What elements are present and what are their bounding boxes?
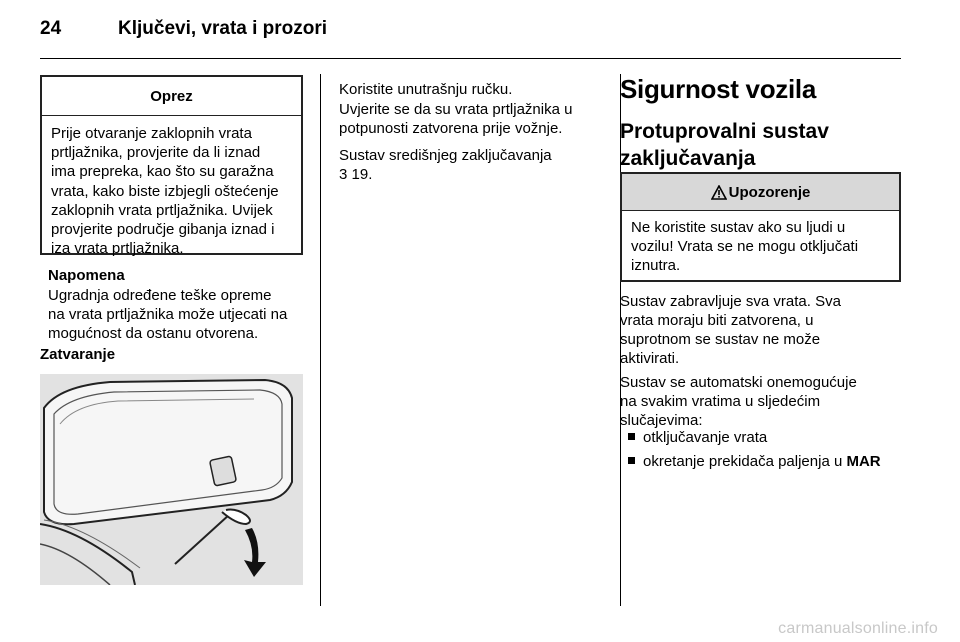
bullet-item <box>628 428 908 447</box>
paragraph-line: na svakim vratima u sljedećim <box>620 393 821 410</box>
warning-triangle-icon <box>711 185 727 200</box>
bullet-square-icon <box>628 433 635 440</box>
paragraph-locks-all-doors <box>620 292 900 368</box>
paragraph-handle: Koristite unutrašnju ručku. <box>339 81 513 98</box>
warning-line: iznutra. <box>631 257 681 275</box>
warning-text <box>622 211 899 276</box>
warning-line: vozilu! Vrata se ne mogu otključati <box>631 238 859 256</box>
caution-title: Oprez <box>42 77 301 116</box>
subtitle-line: zaključavanja <box>620 147 756 170</box>
caution-line: vrata, kako biste izbjegli oštećenje <box>51 182 279 200</box>
page-reference: 3 19. <box>339 166 373 183</box>
caution-line: prtljažnika, provjerite da li iznad <box>51 144 261 162</box>
paragraph-line: Sustav zabravljuje sva vrata. Sva <box>620 293 841 310</box>
note-line: na vrata prtljažnika može utjecati na <box>48 306 288 323</box>
warning-line: Ne koristite sustav ako su ljudi u <box>631 219 846 236</box>
paragraph-line: potpunosti zatvorena prije vožnje. <box>339 120 563 137</box>
section-subtitle <box>620 118 900 172</box>
paragraph-line: Sustav se automatski onemogućuje <box>620 374 857 391</box>
closing-heading: Zatvaranje <box>40 346 116 363</box>
warning-title: Upozorenje <box>728 183 811 201</box>
subtitle-line: Protuprovalni sustav <box>620 120 829 143</box>
central-locking-reference: Sustav središnjeg zaključavanja <box>339 147 552 164</box>
caution-line: provjerite područje gibanja iznad i <box>51 221 275 239</box>
note-line: mogućnost da ostanu otvorena. <box>48 325 259 342</box>
ignition-position: MAR <box>846 453 881 470</box>
paragraph-auto-disable <box>620 373 900 430</box>
paragraph-line: vrata moraju biti zatvorena, u <box>620 312 814 329</box>
warning-box <box>620 172 901 282</box>
bullet-text: otključavanje vrata <box>643 429 768 446</box>
section-title: Sigurnost vozila <box>620 74 817 104</box>
paragraph-check-closed <box>339 100 609 138</box>
warning-header <box>622 174 899 211</box>
bullet-square-icon <box>628 457 635 464</box>
header-rule <box>40 58 901 59</box>
caution-text <box>42 116 301 258</box>
bullet-text: okretanje prekidača paljenja u <box>643 453 847 470</box>
paragraph-line: slučajevima: <box>620 412 703 429</box>
paragraph-line: Uvjerite se da su vrata prtljažnika u <box>339 101 573 118</box>
caution-line: zaklopnih vrata prtljažnika. Uvijek <box>51 201 273 219</box>
note-label: Napomena <box>48 267 125 284</box>
bullet-item <box>628 452 908 471</box>
paragraph-line: suprotnom se sustav ne može <box>620 331 821 348</box>
column-divider-1 <box>320 74 321 606</box>
tailgate-illustration-svg <box>40 374 303 585</box>
watermark: carmanualsonline.info <box>778 620 938 637</box>
note-line: Ugradnja određene teške opreme <box>48 287 272 304</box>
caution-line: Prije otvaranje zaklopnih vrata <box>51 125 252 142</box>
caution-line: ima prepreka, kao što su garažna <box>51 163 274 181</box>
tailgate-closing-illustration <box>40 374 303 585</box>
paragraph-line: aktivirati. <box>620 350 680 367</box>
caution-box <box>40 75 303 258</box>
caution-line: iza vrata prtljažnika. <box>51 240 184 258</box>
note-text <box>48 286 310 343</box>
page-number: 24 <box>40 18 62 39</box>
page-header-title: Ključevi, vrata i prozori <box>118 18 328 39</box>
